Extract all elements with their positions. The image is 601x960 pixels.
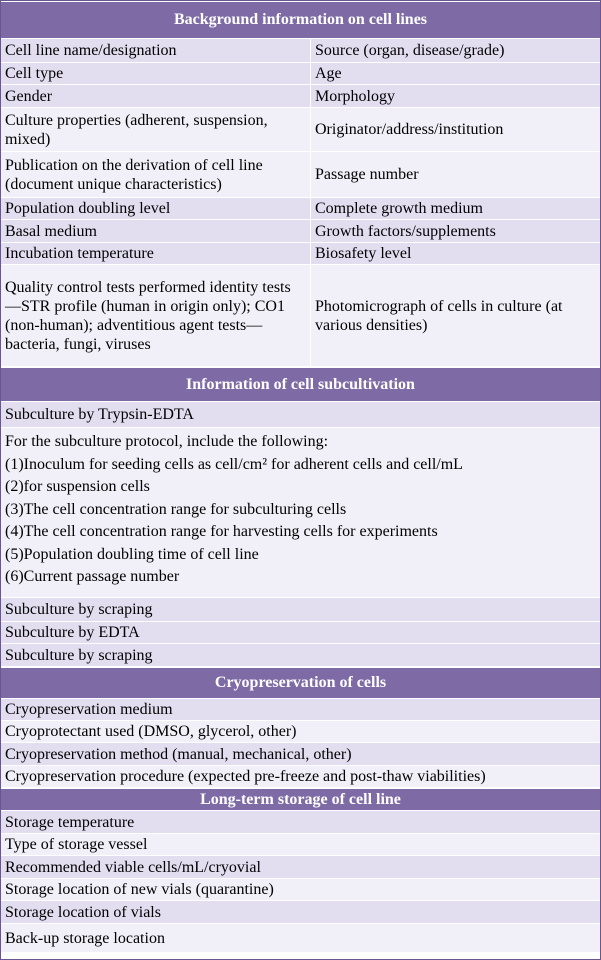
table-cell: Storage location of vials — [5, 903, 161, 921]
table-row — [1, 766, 600, 788]
table-row — [1, 198, 600, 220]
table-cell: Cryopreservation method (manual, mechanical, other) — [5, 745, 352, 763]
table-cell: Gender — [1, 85, 311, 107]
table-cell: Subculture by EDTA — [5, 624, 140, 641]
table-row — [1, 598, 600, 622]
table-row — [1, 699, 600, 721]
table-row — [1, 622, 600, 644]
section-header-cryopreservation: Cryopreservation of cells — [1, 667, 600, 699]
table-cell: Basal medium — [1, 220, 311, 242]
table-row — [1, 811, 600, 834]
table-cell: Subculture by scraping — [5, 646, 153, 664]
protocol-item: (3)The cell concentration range for subculturing cells — [5, 500, 347, 518]
table-row — [1, 108, 600, 152]
table-cell: Cryopreservation procedure (expected pre-freeze and post-thaw viabilities) — [5, 768, 486, 785]
table-cell: Culture properties (adherent, suspension, mixed) — [1, 108, 311, 151]
table-cell: Age — [315, 65, 342, 82]
table-cell: Biosafety level — [315, 245, 412, 262]
table-cell: Subculture by Trypsin-EDTA — [5, 406, 194, 423]
table-cell: Photomicrograph of cells in culture (at various densities) — [315, 297, 563, 334]
table-row — [1, 834, 600, 856]
table-row — [1, 901, 600, 924]
table-cell: Passage number — [315, 166, 419, 183]
table-row — [1, 152, 600, 198]
table-row — [1, 220, 600, 243]
table-cell: Storage temperature — [5, 813, 135, 831]
protocol-intro: For the subculture protocol, include the following: — [5, 433, 329, 450]
table-cell: Growth factors/supplements — [315, 222, 496, 240]
section-header-subcultivation: Information of cell subcultivation — [1, 367, 600, 402]
table-cell: Subculture by scraping — [5, 601, 153, 618]
table-cell: Cryoprotectant used (DMSO, glycerol, other) — [5, 723, 297, 740]
table-cell: Publication on the derivation of cell line (document unique characteristics) — [1, 152, 311, 197]
section-header-background: Background information on cell lines — [1, 1, 600, 39]
table-row — [1, 879, 600, 901]
table-cell: Recommended viable cells/mL/cryovial — [5, 858, 261, 876]
protocol-item: (4)The cell concentration range for harvesting cells for experiments — [5, 523, 438, 540]
table-row — [1, 743, 600, 766]
subculture-protocol — [1, 428, 600, 597]
protocol-item: (2)for suspension cells — [5, 478, 150, 495]
table-row — [1, 243, 600, 265]
table-row — [1, 428, 600, 598]
table-row — [1, 721, 600, 743]
table-row — [1, 63, 600, 85]
protocol-item: (5)Population doubling time of cell line — [5, 545, 259, 563]
protocol-item: (1)Inoculum for seeding cells as cell/cm² for adherent cells and cell/mL — [5, 455, 463, 473]
table-row — [1, 39, 600, 63]
table-cell: Morphology — [315, 87, 395, 105]
table-cell: Incubation temperature — [1, 243, 311, 264]
section-header-storage: Long-term storage of cell line — [1, 788, 600, 811]
table-cell: Originator/address/institution — [315, 121, 504, 138]
table-row — [1, 402, 600, 428]
protocol-item: (6)Current passage number — [5, 568, 180, 585]
table-cell: Type of storage vessel — [5, 836, 148, 853]
table-cell: Cell type — [1, 63, 311, 84]
table-row — [1, 924, 600, 953]
table-row — [1, 644, 600, 667]
table-row — [1, 85, 600, 108]
table-cell: Quality control tests performed identity tests—STR profile (human in origin only); CO1 (non-human); adventitious agent tests—bacteria, fungi, viruses — [1, 265, 311, 366]
table-cell: Cell line name/designation — [1, 39, 311, 62]
table-row — [1, 265, 600, 367]
table-cell: Complete growth medium — [315, 200, 483, 217]
table-cell: Storage location of new vials (quarantine) — [5, 881, 274, 898]
table-cell: Cryopreservation medium — [5, 701, 173, 718]
table-cell: Population doubling level — [1, 198, 311, 219]
table-row — [1, 856, 600, 879]
table-cell: Back-up storage location — [5, 929, 165, 947]
table-cell: Source (organ, disease/grade) — [315, 42, 505, 59]
